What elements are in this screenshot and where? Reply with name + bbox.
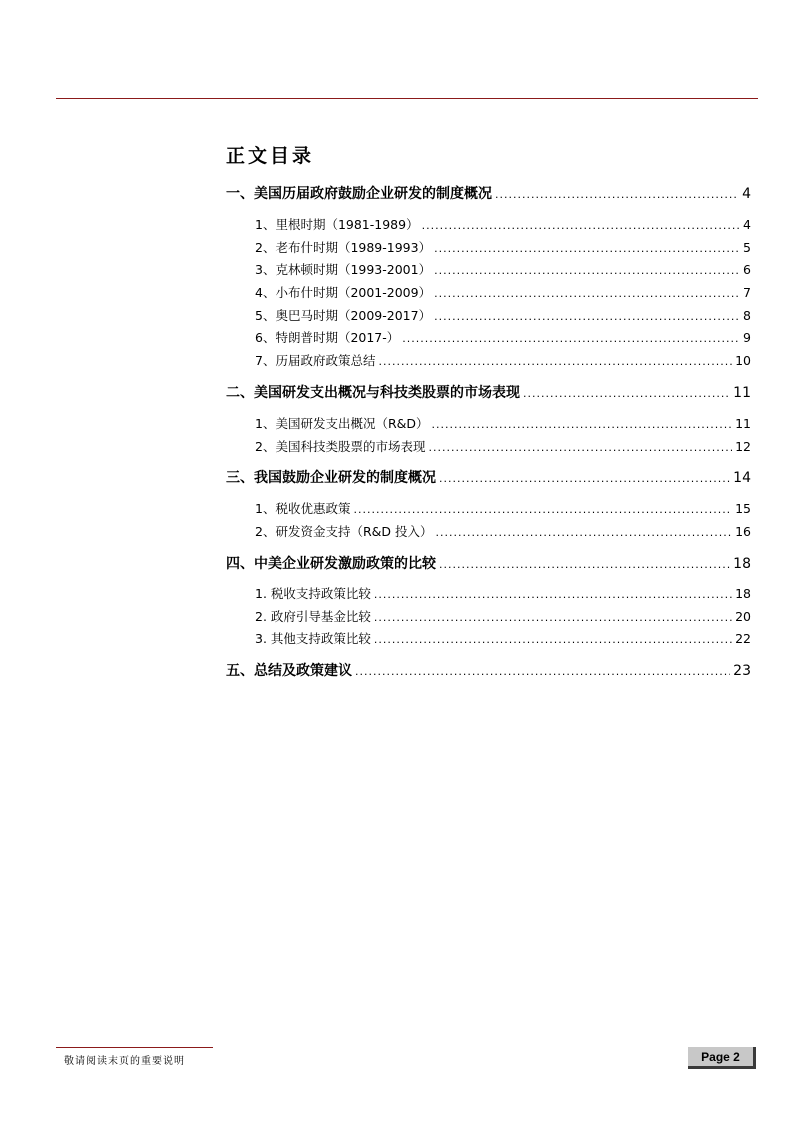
- toc-item-4-3[interactable]: [255, 630, 751, 649]
- toc-entry-page: 7: [743, 285, 751, 300]
- toc-entry-label: 一、美国历届政府鼓励企业研发的制度概况: [226, 186, 492, 202]
- toc-entry-page: 4: [743, 217, 751, 232]
- dot-leader: [428, 439, 732, 457]
- toc-item-4-1[interactable]: [255, 585, 751, 604]
- toc-item-2-2[interactable]: [255, 438, 751, 457]
- toc-entry-label: 1、里根时期（1981-1989）: [255, 217, 419, 232]
- dot-leader: [374, 586, 732, 604]
- toc-entry-page: 4: [742, 186, 751, 202]
- toc-entry-label: 2. 政府引导基金比较: [255, 609, 371, 624]
- dot-leader: [523, 385, 730, 403]
- toc-entry-label: 2、研发资金支持（R&D 投入）: [255, 524, 433, 539]
- toc-entry-label: 1、税收优惠政策: [255, 501, 351, 516]
- footer-disclaimer-note: 敬请阅读末页的重要说明: [64, 1056, 185, 1067]
- toc-entry-page: 11: [735, 416, 751, 431]
- dot-leader: [439, 556, 730, 574]
- dot-leader: [436, 524, 733, 542]
- toc-entry-page: 20: [735, 609, 751, 624]
- toc-entry-page: 16: [735, 524, 751, 539]
- toc-entry-page: 15: [735, 501, 751, 516]
- toc-entry-label: 二、美国研发支出概况与科技类股票的市场表现: [226, 385, 520, 401]
- toc-entry-label: 2、美国科技类股票的市场表现: [255, 439, 426, 454]
- toc-item-2-1[interactable]: [255, 415, 751, 434]
- toc-entry-page: 14: [733, 470, 751, 486]
- dot-leader: [374, 631, 732, 649]
- toc-entry-label: 五、总结及政策建议: [226, 663, 352, 679]
- toc-entry-label: 3、克林顿时期（1993-2001）: [255, 262, 432, 277]
- toc-entry-label: 2、老布什时期（1989-1993）: [255, 240, 432, 255]
- dot-leader: [434, 262, 740, 280]
- dot-leader: [378, 353, 732, 371]
- toc-entry-page: 6: [743, 262, 751, 277]
- toc-section-2[interactable]: [226, 384, 751, 403]
- toc-entry-page: 11: [733, 385, 751, 401]
- dot-leader: [439, 470, 730, 488]
- toc-section-3[interactable]: [226, 469, 751, 488]
- toc-item-4-2[interactable]: [255, 608, 751, 627]
- toc-entry-label: 四、中美企业研发激励政策的比较: [226, 556, 436, 572]
- toc-entry-label: 7、历届政府政策总结: [255, 353, 376, 368]
- toc-entry-page: 18: [733, 556, 751, 572]
- toc-section-5[interactable]: [226, 662, 751, 681]
- dot-leader: [495, 186, 739, 204]
- toc-entry-label: 1. 税收支持政策比较: [255, 586, 371, 601]
- toc-entry-page: 23: [733, 663, 751, 679]
- toc-section-1[interactable]: [226, 185, 751, 204]
- toc-title: 正文目录: [226, 145, 315, 167]
- toc-entry-page: 8: [743, 308, 751, 323]
- toc-entry-page: 18: [735, 586, 751, 601]
- dot-leader: [374, 609, 732, 627]
- toc-item-3-1[interactable]: [255, 500, 751, 519]
- dot-leader: [353, 501, 732, 519]
- toc-item-3-2[interactable]: [255, 523, 751, 542]
- toc-item-1-7[interactable]: [255, 352, 751, 371]
- page-number-badge: Page 2: [688, 1047, 756, 1069]
- dot-leader: [402, 330, 740, 348]
- dot-leader: [355, 663, 730, 681]
- toc-entry-page: 5: [743, 240, 751, 255]
- toc-item-1-5[interactable]: [255, 307, 751, 326]
- dot-leader: [422, 217, 740, 235]
- toc-item-1-6[interactable]: [255, 329, 751, 348]
- dot-leader: [432, 416, 733, 434]
- toc-entry-label: 4、小布什时期（2001-2009）: [255, 285, 432, 300]
- toc-entry-label: 三、我国鼓励企业研发的制度概况: [226, 470, 436, 486]
- dot-leader: [434, 285, 740, 303]
- toc-section-4[interactable]: [226, 555, 751, 574]
- toc-item-1-4[interactable]: [255, 284, 751, 303]
- dot-leader: [434, 240, 740, 258]
- toc-entry-page: 10: [735, 353, 751, 368]
- toc-entry-page: 22: [735, 631, 751, 646]
- toc-entry-page: 9: [743, 330, 751, 345]
- toc-entry-page: 12: [735, 439, 751, 454]
- toc-entry-label: 3. 其他支持政策比较: [255, 631, 371, 646]
- toc-entry-label: 6、特朗普时期（2017-）: [255, 330, 400, 345]
- toc-entry-label: 5、奥巴马时期（2009-2017）: [255, 308, 432, 323]
- dot-leader: [434, 308, 740, 326]
- header-rule: [56, 98, 758, 99]
- toc-item-1-3[interactable]: [255, 261, 751, 280]
- toc-entry-label: 1、美国研发支出概况（R&D）: [255, 416, 429, 431]
- footer-rule: [56, 1047, 213, 1048]
- toc-item-1-1[interactable]: [255, 216, 751, 235]
- toc-item-1-2[interactable]: [255, 239, 751, 258]
